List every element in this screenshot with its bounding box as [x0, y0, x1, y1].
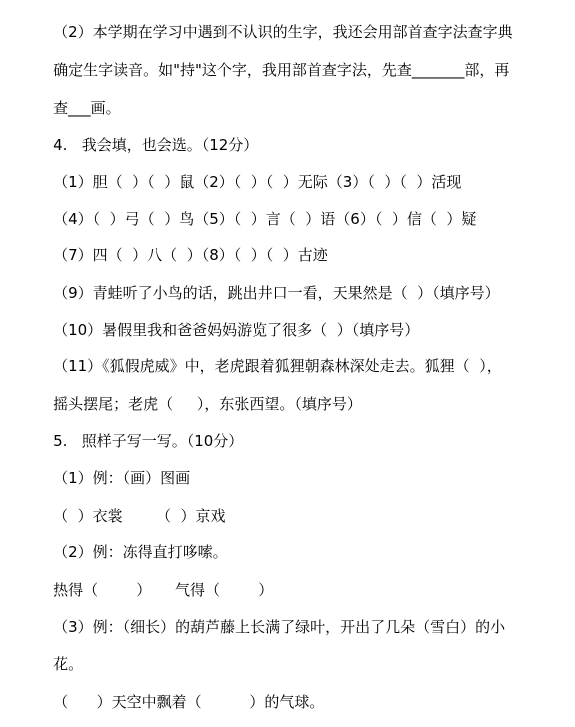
q5-heading: 5. 照样子写一写。（10分）	[34, 432, 244, 450]
q5-item3-example-line1: （3）例：（细长）的葫芦藤上长满了绿叶，开出了几朵（雪白）的小	[34, 618, 506, 636]
q4-heading: 4. 我会填，也会选。（12分）	[34, 136, 259, 154]
q4-item1-3: （1）胆（ ）（ ）鼠（2）（ ）（ ）无际（3）（ ）（ ）活现	[34, 173, 462, 191]
q5-item1-example: （1）例：（画）图画	[34, 469, 191, 487]
q5-item3-example-line2: 花。	[34, 655, 84, 673]
q3-item2-line1: （2）本学期在学习中遇到不认识的生字，我还会用部首查字法查字典	[34, 23, 513, 41]
q4-item4-6: （4）（ ）弓（ ）鸟（5）（ ）言（ ）语（6）（ ）信（ ）疑	[34, 210, 477, 228]
q5-item3-blanks: （ ）天空中飘着（ ）的气球。	[34, 693, 325, 711]
q4-item9: （9）青蛙听了小鸟的话，跳出井口一看，天果然是（ ）（填序号）	[34, 284, 500, 302]
q4-item11-line1: （11）《狐假虎威》中，老虎跟着狐狸朝森林深处走去。狐狸（ ），	[34, 357, 502, 375]
q5-item2-blanks: 热得（ ） 气得（ ）	[34, 581, 274, 599]
q5-item2-example: （2）例：冻得直打哆嗦。	[34, 543, 228, 561]
q4-item7-8: （7）四（ ）八（ ）（8）（ ）（ ）古迹	[34, 246, 328, 264]
q5-item1-blanks: （ ）衣裳 （ ）京戏	[34, 507, 226, 525]
q3-item2-line3: 查___画。	[34, 99, 121, 117]
q4-item10: （10）暑假里我和爸爸妈妈游览了很多（ ）（填序号）	[34, 321, 420, 339]
q3-item2-line2: 确定生字读音。如"持"这个字，我用部首查字法，先查_______部，再	[34, 61, 510, 79]
q4-item11-line2: 摇头摆尾；老虎（ ），东张西望。（填序号）	[34, 395, 362, 413]
